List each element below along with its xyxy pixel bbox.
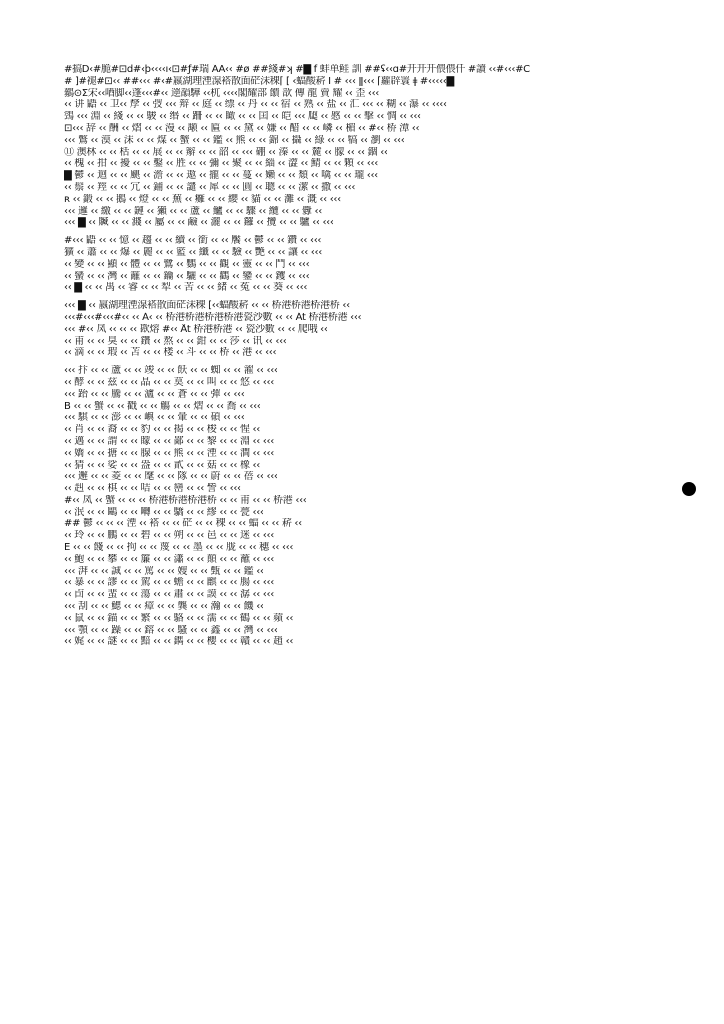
text-line: ‹‹ 槐 ‹‹ 拑 ‹‹ 擾 ‹‹ ‹‹ 鑿 ‹‹ 胜 ‹‹ ‹‹ 彌 ‹‹ 聚 ‹‹ ‹‹ 緇 ‹‹ 澀 ‹‹ 鯖 ‹‹ ‹‹ 顆 ‹‹ ‹‹‹ xyxy=(64,158,378,170)
text-line: ‹‹ 甫 ‹‹ ‹‹ 臭 ‹‹ ‹‹ 鑽 ‹‹ 熬 ‹‹ ‹‹ 鉗 ‹‹ ‹‹ 莎 ‹‹ 讯 ‹‹ ‹‹‹ xyxy=(64,335,287,347)
text-block-a xyxy=(64,64,684,229)
text-line: ‹‹ 玲 ‹‹ ‹‹ 鵬 ‹‹ ‹‹ 碧 ‹‹ ‹‹ 朔 ‹‹ ‹‹ 邑 ‹‹ ‹‹ 迷 ‹‹ ‹‹‹ xyxy=(64,530,274,542)
text-line: ⑪ 澳林 ‹‹ ‹‹ 栝 ‹‹ ‹‹ 展 ‹‹ ‹‹ 辮 ‹‹ ‹‹ 韶 ‹‹ ‹‹‹ 硼 ‹‹ 溱 ‹‹ ‹‹ 麓 ‹‹ 朦 ‹‹ ‹‹ 錮 ‹‹ xyxy=(64,146,388,158)
text-line: # ]#褪#⊡‹‹ ##‹‹‹ #‹#嬴湖理湮湶褡散面硭沫稞⌈ [ ‹蝠酸菥 I # ‹‹‹ ǁ‹‹‹ ⌈蘿辟瞏 ǂ #‹‹‹‹‹▇ xyxy=(64,75,454,87)
text-line: B ‹‹ ‹‹ 蟹 ‹‹ ‹‹ 戳 ‹‹ ‹‹ 觴 ‹‹ ‹‹ 熠 ‹‹ ‹‹ 喬 ‹‹ ‹‹‹ xyxy=(64,400,261,412)
text-line: ‹‹ 肖 ‹‹ ‹‹ 裔 ‹‹ ‹‹ 豹 ‹‹ ‹‹ 揭 ‹‹ ‹‹ 梭 ‹‹ ‹‹ 惺 ‹‹ xyxy=(64,424,260,436)
document-page xyxy=(64,64,684,964)
text-line: 鵼 ‹‹‹ 淵 ‹‹ 綫 ‹‹ ‹‹ 駿 ‹‹ 缗 ‹‹ 跚 ‹‹ ‹‹ 瞰 ‹‹ ‹‹ 囯 ‹‹ 皑 ‹‹‹ 瓟 ‹‹ 慼 ‹‹ ‹‹ 擊 ‹‹ 惆 ‹‹ ‹‹‹ xyxy=(64,111,421,123)
text-line: ‹‹ 卣 ‹‹ ‹‹ 蜚 ‹‹ ‹‹ 蕩 ‹‹ ‹‹ 肅 ‹‹ ‹‹ 謨 ‹‹ ‹‹ 潺 ‹‹ ‹‹‹ xyxy=(64,589,274,601)
text-line: #‹‹ 凤 ‹‹ 蟹 ‹‹ ‹‹ ‹‹ 桥港桥港桥港桥 ‹‹ ‹‹ 甫 ‹‹ ‹‹ 桥港 ‹‹‹ xyxy=(64,494,307,506)
text-line: ‹‹ 鮑 ‹‹ ‹‹ 攀 ‹‹ ‹‹ 簾 ‹‹ ‹‹ 瀟 ‹‹ ‹‹ 顛 ‹‹ ‹‹ 蘸 ‹‹ ‹‹‹ xyxy=(64,553,274,565)
text-line: ‹‹‹ ▇ ‹‹ 贓 ‹‹ ‹‹ 濺 ‹‹ 屬 ‹‹ ‹‹ 鹼 ‹‹ 灑 ‹‹ ‹‹ 鑼 ‹‹ 攬 ‹‹ ‹‹ 驢 ‹‹ ‹‹‹ xyxy=(64,217,334,229)
text-line: ‹‹ 鼠 ‹‹ ‹‹ 錨 ‹‹ ‹‹ 繁 ‹‹ ‹‹ 駱 ‹‹ ‹‹ 濡 ‹‹ ‹‹ 鶴 ‹‹ ‹‹ 蘋 ‹‹ xyxy=(64,612,294,624)
text-line: ▇ 鬱 ‹‹ 迴 ‹‹ ‹‹ 颶 ‹‹ 澹 ‹‹ ‹‹ 遨 ‹‹ 攏 ‹‹ ‹‹ 蔓 ‹‹ 嬾 ‹‹ ‹‹ 頹 ‹‹ 噙 ‹‹ ‹‹ 瓏 ‹‹‹ xyxy=(64,170,378,182)
text-line: ‹‹‹ 邏 ‹‹ 繳 ‹‹ ‹‹ 鏈 ‹‹ 獺 ‹‹ ‹‹ 蘆 ‹‹ 鱸 ‹‹ ‹‹ 驟 ‹‹ 纜 ‹‹ ‹‹ 釁 ‹‹ xyxy=(64,205,322,217)
text-line: ‹‹‹ #‹‹ 凤 ‹‹ ‹‹ ‹‹ 歁熔 #‹‹ Åt 桥港桥港 ‹‹ 瓷沙數 ‹‹ ‹‹ 爬哦 ‹‹ xyxy=(64,323,328,335)
text-line: ‹‹‹ 鷩 ‹‹ 漠 ‹‹ 沫 ‹‹ ‹‹ 煤 ‹‹ 蟹 ‹‹ ‹‹ 鑑 ‹‹ 熊 ‹‹ ‹‹ 錦 ‹‹ 攝 ‹‹ 綠 ‹‹ ‹‹ 犒 ‹‹ 瀏 ‹‹ ‹‹‹ xyxy=(64,134,405,146)
text-line: 鶸⊙Σ宋‹‹唒脚‹‹蓬‹‹‹#‹‹ 遻韻驊 ‹‹杌 ‹‹‹‹閣耀部 饋 歆 傳 龍 賣 耀 ‹‹ 歪 ‹‹‹ xyxy=(64,87,380,99)
text-line: ‹‹‹#‹‹‹#‹‹‹#‹‹ ‹‹ Á‹ ‹‹ 桥港桥港桥港桥港瓷沙數 ‹‹ ‹‹ Át 桥港桥港 ‹‹‹ xyxy=(64,311,362,323)
text-line: ʀ ‹‹ 鍛 ‹‹ ‹‹ 鵝 ‹‹ 燈 ‹‹ ‹‹ 蕪 ‹‹ 癱 ‹‹ ‹‹ 纓 ‹‹ 貓 ‹‹ ‹‹ 灘 ‹‹ 溉 ‹‹ ‹‹‹ xyxy=(64,193,341,205)
text-line: ‹‹‹ 顎 ‹‹ ‹‹ 躁 ‹‹ ‹‹ 鎔 ‹‹ ‹‹ 騷 ‹‹ ‹‹ 鑫 ‹‹ ‹‹ 灣 ‹‹ ‹‹‹ xyxy=(64,624,278,636)
text-line: ‹‹ 變 ‹‹ ‹‹ 顯 ‹‹ 體 ‹‹ ‹‹ 鷺 ‹‹ 鸚 ‹‹ ‹‹ 觀 ‹‹ 靈 ‹‹ ‹‹ 鬥 ‹‹ ‹‹‹ xyxy=(64,258,310,270)
text-line: ## 鬱 ‹‹ ‹‹ ‹‹ 湮 ‹‹ 褡 ‹‹ ‹‹ 硭 ‹‹ ‹‹ 稞 ‹‹ ‹‹ 蝠 ‹‹ ‹‹ 菥 ‹‹ xyxy=(64,518,302,530)
text-line: #搞D‹#脆#⊡d#‹þ‹‹‹‹ı‹⊡#ƒ#瑞 ÃÄ‹‹ #ø ##綫#ʞ #▇ f 蚌单鲑 訓 ##ʢ‹‹ɑ#开开开偎偎仟 #讀 ‹‹#‹‹‹#C xyxy=(64,64,530,75)
text-line: E ‹‹ ‹‹ 餞 ‹‹ ‹‹ 拘 ‹‹ ‹‹ 蔑 ‹‹ ‹‹ 墨 ‹‹ ‹‹ 胧 ‹‹ ‹‹ 穗 ‹‹ ‹‹‹ xyxy=(64,542,294,554)
text-line: ‹‹‹ 邂 ‹‹ ‹‹ 菱 ‹‹ ‹‹ 麾 ‹‹ ‹‹ 隊 ‹‹ ‹‹ 蔚 ‹‹ ‹‹ 蓓 ‹‹ ‹‹‹ xyxy=(64,471,278,483)
text-line: ‹‹‹ 刮 ‹‹ ‹‹ 鰓 ‹‹ ‹‹ 瘴 ‹‹ ‹‹ 龔 ‹‹ ‹‹ 瀚 ‹‹ ‹‹ 饑 ‹‹ xyxy=(64,601,264,613)
text-line: ‹‹ 邁 ‹‹ ‹‹ 謂 ‹‹ ‹‹ 矇 ‹‹ ‹‹ 鄙 ‹‹ ‹‹ 黎 ‹‹ ‹‹ 淵 ‹‹ ‹‹‹ xyxy=(64,435,274,447)
text-block-c xyxy=(64,365,684,648)
text-line: ‹‹ 鬃 ‹‹ 羥 ‹‹ ‹‹ 冗 ‹‹ 鋪 ‹‹ ‹‹ 譴 ‹‹ 犀 ‹‹ ‹‹ 圓 ‹‹ 聰 ‹‹ ‹‹ 潔 ‹‹ 撒 ‹‹ ‹‹‹ xyxy=(64,181,356,193)
text-line: ‹‹‹ 抃 ‹‹ ‹‹ 蘆 ‹‹ ‹‹ 竣 ‹‹ ‹‹ 飫 ‹‹ ‹‹ 蜘 ‹‹ ‹‹ 濯 ‹‹ ‹‹‹ xyxy=(64,365,278,377)
bullet-dot xyxy=(682,482,696,496)
text-block-b xyxy=(64,235,684,294)
text-line: ‹‹ 蠻 ‹‹ ‹‹ 灣 ‹‹ 籬 ‹‹ ‹‹ 鑰 ‹‹ 驪 ‹‹ ‹‹ 鸛 ‹‹ 鑾 ‹‹ ‹‹ 钁 ‹‹ ‹‹‹ xyxy=(64,270,310,282)
text-line: ‹‹ 滴 ‹‹ ‹‹ 瑕 ‹‹ 苫 ‹‹ ‹‹ 楼 ‹‹ 斗 ‹‹ ‹‹ 桥 ‹‹ 港 ‹‹ ‹‹‹ xyxy=(64,347,277,359)
text-line: ‹‹ 猜 ‹‹ ‹‹ 娑 ‹‹ ‹‹ 盎 ‹‹ ‹‹ 貳 ‹‹ ‹‹ 菇 ‹‹ ‹‹ 橡 ‹‹ xyxy=(64,459,260,471)
text-line: ‹‹‹ 跆 ‹‹ ‹‹ 騰 ‹‹ ‹‹ 瀘 ‹‹ ‹‹ 蒼 ‹‹ ‹‹ 彈 ‹‹ ‹‹‹ xyxy=(64,388,245,400)
text-line: 獷 ‹‹ 蕭 ‹‹ ‹‹ 爆 ‹‹ 麗 ‹‹ ‹‹ 籃 ‹‹ 纖 ‹‹ ‹‹ 驗 ‹‹ 艷 ‹‹ ‹‹ 讓 ‹‹ ‹‹‹ xyxy=(64,246,322,258)
text-line: ‹‹ 赳 ‹‹ ‹‹ 棋 ‹‹ ‹‹ 咭 ‹‹ ‹‹ 巒 ‹‹ ‹‹ 訾 ‹‹ ‹‹‹ xyxy=(64,483,241,495)
text-line: ‹‹ 暴 ‹‹ ‹‹ 謬 ‹‹ ‹‹ 駕 ‹‹ ‹‹ 蟾 ‹‹ ‹‹ 麒 ‹‹ ‹‹ 腸 ‹‹ ‹‹‹ xyxy=(64,577,274,589)
text-line: ‹‹ 酵 ‹‹ ‹‹ 兹 ‹‹ ‹‹ 晶 ‹‹ ‹‹ 莫 ‹‹ ‹‹ 叫 ‹‹ ‹‹ 悠 ‹‹ ‹‹‹ xyxy=(64,376,274,388)
text-line: ‹‹ 嬌 ‹‹ ‹‹ 搪 ‹‹ ‹‹ 腺 ‹‹ ‹‹ 熊 ‹‹ ‹‹ 湮 ‹‹ ‹‹ 澗 ‹‹ ‹‹‹ xyxy=(64,447,274,459)
text-line: ⊡‹‹‹ 辞 ‹‹ 酬 ‹‹ 熠 ‹‹ ‹‹ 漫 ‹‹ 颙 ‹‹ 匾 ‹‹ ‹‹ 黛 ‹‹ 嫌 ‹‹ 醋 ‹‹ ‹‹ 嶙 ‹‹ 楣 ‹‹ #‹‹ 桥 潭 ‹‹ xyxy=(64,122,420,134)
text-line: ‹‹‹ 湃 ‹‹ ‹‹ 誠 ‹‹ ‹‹ 罵 ‹‹ ‹‹ 嫂 ‹‹ ‹‹ 甄 ‹‹ ‹‹ 鑑 ‹‹ xyxy=(64,565,264,577)
text-line: ‹‹ 泯 ‹‹ ‹‹ 鷗 ‹‹ ‹‹ 囀 ‹‹ ‹‹ 驕 ‹‹ ‹‹ 繆 ‹‹ ‹‹ 甍 ‹‹‹ xyxy=(64,506,264,518)
text-line: ‹‹ 娓 ‹‹ ‹‹ 謎 ‹‹ ‹‹ 黯 ‹‹ ‹‹ 鐫 ‹‹ ‹‹ 櫻 ‹‹ ‹‹ 贛 ‹‹ ‹‹ 趙 ‹‹ xyxy=(64,636,294,648)
text-line: #‹‹‹ 鼯 ‹‹ ‹‹ 憶 ‹‹ 趨 ‹‹ ‹‹ 續 ‹‹ 銜 ‹‹ ‹‹ 饜 ‹‹ 鬱 ‹‹ ‹‹ 鑽 ‹‹ ‹‹‹ xyxy=(64,235,322,247)
text-line: ‹‹‹ ▇ ‹‹ 嬴湖理湮湶褡散面硭沫稞 [‹‹蝠酸菥 ‹‹ ‹‹ 桥港桥港桥港桥 ‹‹ xyxy=(64,300,350,312)
text-block-paragraph-2 xyxy=(64,300,684,359)
text-line: ‹‹ 讲 鼯 ‹‹ 卫‹‹ 孷 ‹‹ 弢 ‹‹‹ 辩 ‹‹ 庭 ‹‹ 缥 ‹‹ 丹 ‹‹ ‹‹ 宿 ‹‹ 熟 ‹‹ 盐 ‹‹ 汇 ‹‹‹ ‹‹ 糊 ‹‹ 瀑 ‹‹ ‹‹‹‹ xyxy=(64,99,447,111)
text-line: ‹‹‹ 騏 ‹‹ ‹‹ 澎 ‹‹ ‹‹ 嶼 ‹‹ ‹‹ 暈 ‹‹ ‹‹ 碩 ‹‹ ‹‹‹ xyxy=(64,412,245,424)
text-line: ‹‹ ▇ ‹‹ ‹‹ 禺 ‹‹ 睿 ‹‹ ‹‹ 犁 ‹‹ 苦 ‹‹ ‹‹ 緒 ‹‹ 菟 ‹‹ ‹‹ 葵 ‹‹ ‹‹‹ xyxy=(64,282,308,294)
